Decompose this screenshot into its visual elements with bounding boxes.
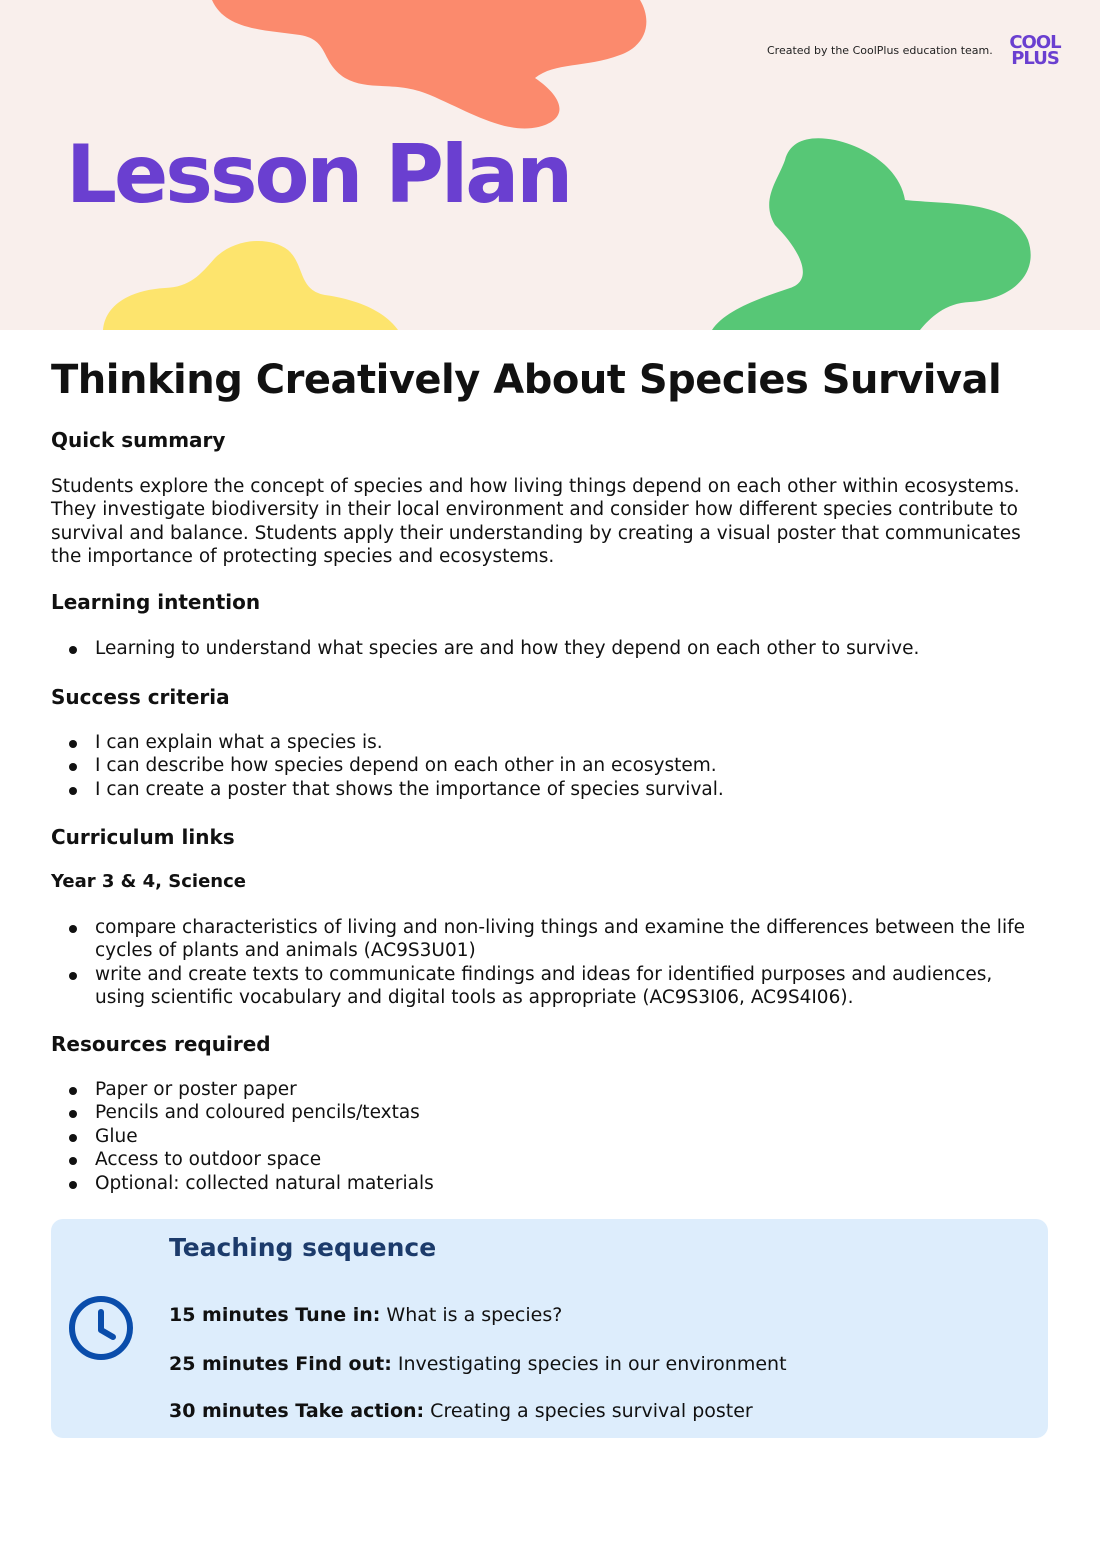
list-item (95, 916, 1095, 963)
lesson-title: Thinking Creatively About Species Survival (51, 357, 1002, 403)
sequence-step-text: What is a species? (380, 1304, 563, 1326)
curriculum-links-list (51, 916, 1095, 1010)
summary-line: survival and balance. Students apply their understanding by creating a visual poster that communicates (51, 522, 1021, 544)
list-item: Access to outdoor space (95, 1148, 1095, 1171)
teaching-sequence-heading: Teaching sequence (169, 1233, 437, 1262)
list-item: Glue (95, 1125, 1095, 1148)
teaching-sequence-panel (51, 1219, 1048, 1438)
sequence-step-text: Investigating species in our environment (391, 1353, 787, 1375)
list-item (95, 963, 1095, 1010)
list-item-line: using scientific vocabulary and digital tools as appropriate (AC9S3I06, AC9S4I06). (95, 987, 854, 1009)
summary-line: They investigate biodiversity in their local environment and consider how different species contribute to (51, 499, 1018, 521)
list-item-line: compare characteristics of living and non-living things and examine the differences between the life (95, 917, 1025, 938)
quick-summary-text (51, 475, 1051, 569)
sequence-step-text: Creating a species survival poster (424, 1400, 753, 1422)
quick-summary-heading: Quick summary (51, 428, 226, 452)
learning-intention-heading: Learning intention (51, 590, 261, 614)
list-item-line: cycles of plants and animals (AC9S3U01) (95, 940, 476, 962)
sequence-step (169, 1400, 753, 1422)
list-item: Optional: collected natural materials (95, 1172, 1095, 1195)
header-banner (0, 0, 1100, 330)
list-item: I can create a poster that shows the importance of species survival. (95, 778, 1095, 801)
curriculum-subheading: Year 3 & 4, Science (51, 871, 246, 892)
summary-line: Students explore the concept of species and how living things depend on each other within ecosystems. (51, 476, 1020, 497)
list-item: I can explain what a species is. (95, 731, 1095, 754)
sequence-step-label: 25 minutes Find out: (169, 1353, 392, 1375)
credit-text: Created by the CoolPlus education team. (767, 44, 993, 57)
logo-bottom-text: PLUS (1011, 48, 1059, 69)
learning-intention-list (51, 637, 1095, 660)
resources-heading: Resources required (51, 1032, 271, 1056)
list-item: I can describe how species depend on each other in an ecosystem. (95, 754, 1095, 777)
orange-blob (212, 0, 646, 129)
curriculum-links-heading: Curriculum links (51, 825, 235, 849)
list-item-line: write and create texts to communicate findings and ideas for identified purposes and audiences, (95, 963, 993, 985)
coolplus-logo (1003, 32, 1067, 69)
list-item: Pencils and coloured pencils/textas (95, 1101, 1095, 1124)
list-item: Learning to understand what species are and how they depend on each other to survive. (95, 637, 1095, 660)
resources-list (51, 1078, 1095, 1195)
yellow-blob (103, 241, 398, 330)
sequence-step (169, 1304, 562, 1326)
sequence-step (169, 1353, 787, 1375)
sequence-step-label: 30 minutes Take action: (169, 1400, 425, 1422)
summary-line: the importance of protecting species and ecosystems. (51, 546, 555, 568)
logo-top-text: COOL (1009, 32, 1061, 53)
sequence-step-label: 15 minutes Tune in: (169, 1304, 381, 1326)
clock-icon (68, 1295, 134, 1361)
list-item: Paper or poster paper (95, 1078, 1095, 1101)
banner-title: Lesson Plan (66, 128, 571, 221)
success-criteria-heading: Success criteria (51, 685, 230, 709)
green-blob (712, 138, 1031, 330)
success-criteria-list (51, 731, 1095, 801)
